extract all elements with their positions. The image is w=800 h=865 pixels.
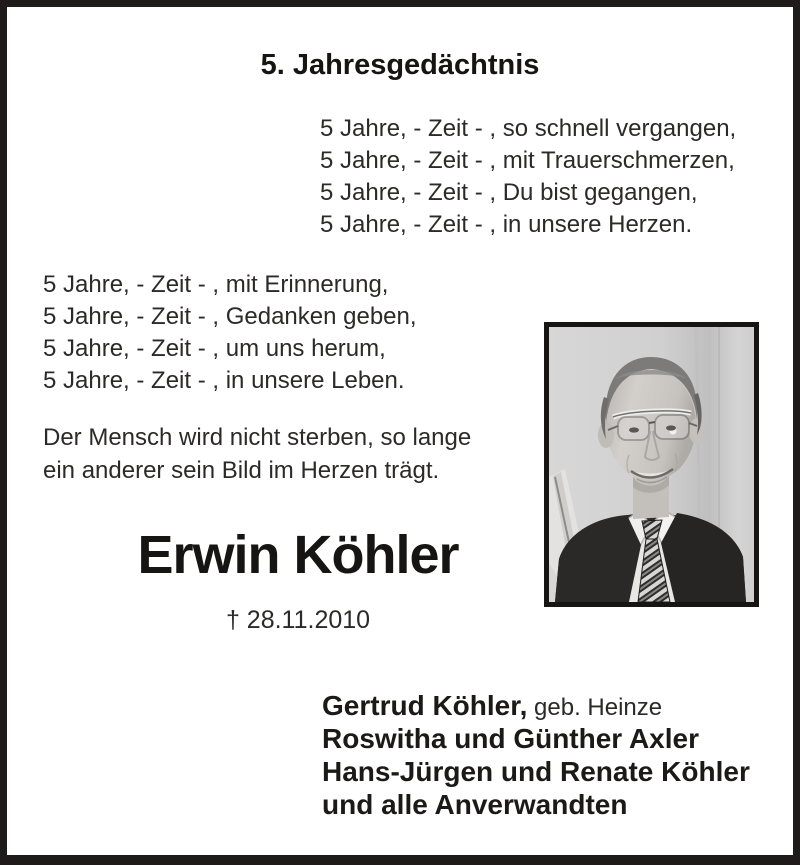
portrait-illustration: [549, 327, 754, 602]
mourner-line: und alle Anverwandten: [322, 789, 628, 820]
poem-line: 5 Jahre, - Zeit - , Du bist gegangen,: [320, 179, 698, 206]
mourner-line: Hans-Jürgen und Renate Köhler: [322, 756, 750, 787]
memorial-photo: [544, 322, 759, 607]
poem-line: 5 Jahre, - Zeit - , Gedanken geben,: [43, 303, 417, 330]
poem-line: 5 Jahre, - Zeit - , um uns herum,: [43, 335, 386, 362]
mourner-suffix: geb. Heinze: [527, 694, 663, 721]
deceased-name: Erwin Köhler: [137, 525, 459, 585]
poem-line: 5 Jahre, - Zeit - , mit Trauerschmerzen,: [320, 147, 735, 174]
mourners-block: [322, 689, 750, 821]
poem-line: 5 Jahre, - Zeit - , in unsere Leben.: [43, 367, 405, 394]
epigraph-line: Der Mensch wird nicht sterben, so lange: [43, 424, 472, 451]
poem-line: 5 Jahre, - Zeit - , mit Erinnerung,: [43, 271, 389, 298]
mourner-line: Roswitha und Günther Axler: [322, 723, 699, 754]
deceased-name-block: [36, 525, 560, 585]
poem-line: 5 Jahre, - Zeit - , so schnell vergangen,: [320, 115, 737, 142]
poem-line: 5 Jahre, - Zeit - , in unsere Herzen.: [320, 211, 693, 238]
epigraph-block: [43, 421, 471, 487]
death-date: † 28.11.2010: [225, 606, 371, 634]
poem-right-block: [320, 113, 736, 241]
poem-left-block: [43, 269, 417, 397]
epigraph-line: ein anderer sein Bild im Herzen trägt.: [43, 457, 440, 484]
mourner-line: [322, 689, 750, 722]
notice-title: 5. Jahresgedächtnis: [260, 49, 540, 81]
mourner-name: Gertrud Köhler,: [322, 690, 528, 721]
